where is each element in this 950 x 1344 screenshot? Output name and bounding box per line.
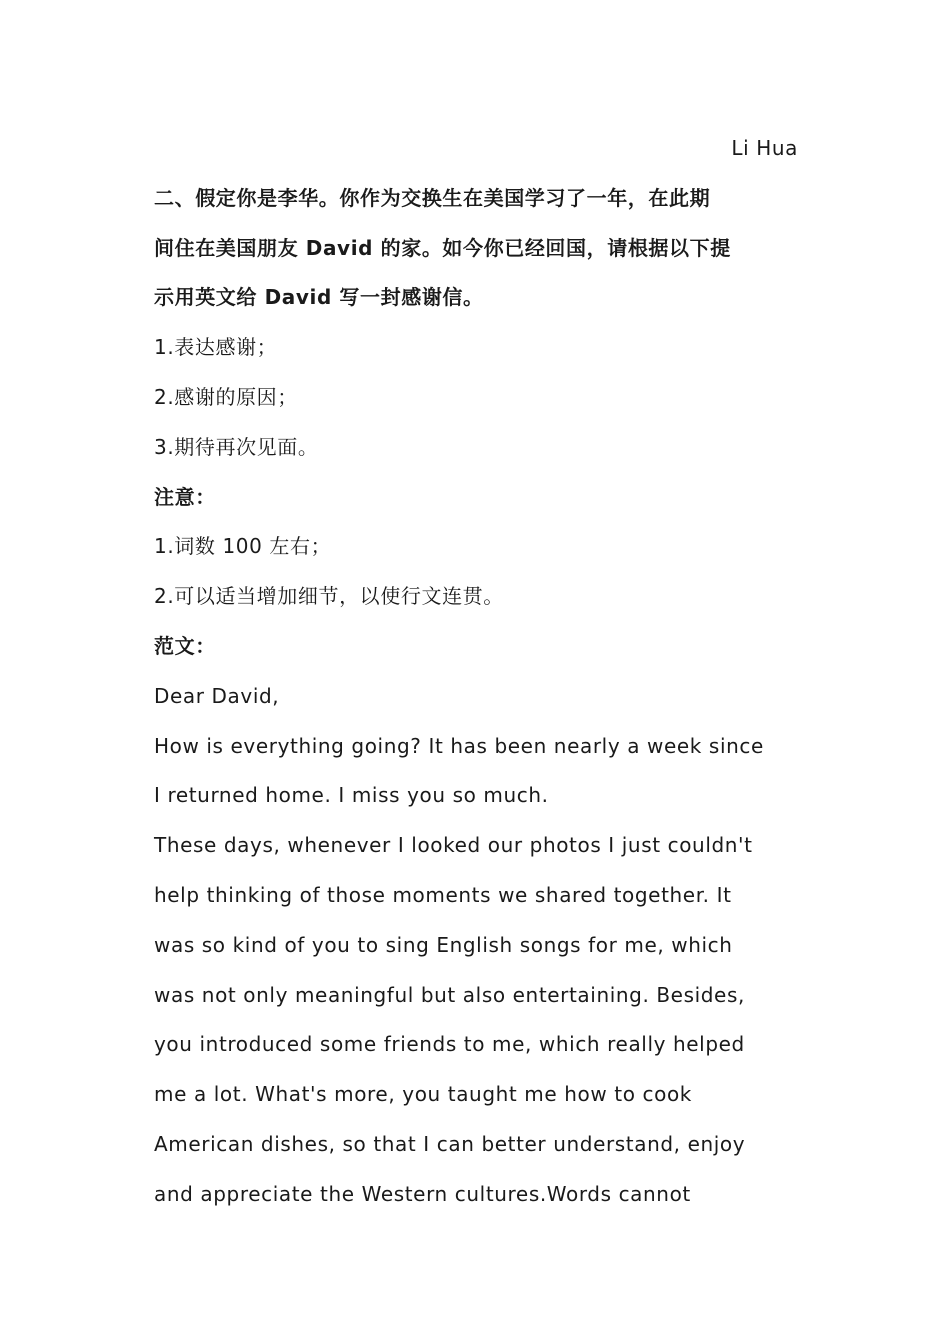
- letter-line: me a lot. What's more, you taught me how to cook: [154, 1082, 692, 1107]
- letter-line: These days, whenever I looked our photos I just couldn't: [154, 833, 753, 858]
- letter-line: I returned home. I miss you so much.: [154, 783, 549, 808]
- letter-line: was so kind of you to sing English songs for me, which: [154, 932, 733, 957]
- letter-line: was not only meaningful but also entertaining. Besides,: [154, 982, 745, 1007]
- letter-line: American dishes, so that I can better understand, enjoy: [154, 1131, 746, 1156]
- prompt-line: 示用英文给 David 写一封感谢信。: [154, 285, 484, 310]
- letter-line: How is everything going? It has been nearly a week since: [154, 733, 764, 758]
- requirement-point: 3.期待再次见面。: [154, 434, 319, 459]
- prompt-line: 二、假定你是李华。你作为交换生在美国学习了一年，在此期: [154, 185, 711, 210]
- requirement-point: 2.感谢的原因；: [154, 384, 298, 409]
- note-item: 2.可以适当增加细节，以使行文连贯。: [154, 584, 504, 609]
- note-item: 1.词数 100 左右；: [154, 534, 332, 559]
- document-page: [154, 124, 798, 1220]
- letter-line: and appreciate the Western cultures.Words cannot: [154, 1181, 691, 1206]
- letter-greeting: Dear David,: [154, 683, 280, 708]
- prompt-line: 间住在美国朋友 David 的家。如今你已经回国，请根据以下提: [154, 235, 731, 260]
- author-signature: Li Hua: [731, 136, 798, 160]
- notes-heading: 注意：: [154, 484, 216, 509]
- letter-line: you introduced some friends to me, which really helped: [154, 1032, 745, 1057]
- sample-heading: 范文：: [154, 633, 216, 658]
- letter-line: help thinking of those moments we shared together. It: [154, 882, 732, 907]
- requirement-point: 1.表达感谢；: [154, 335, 278, 360]
